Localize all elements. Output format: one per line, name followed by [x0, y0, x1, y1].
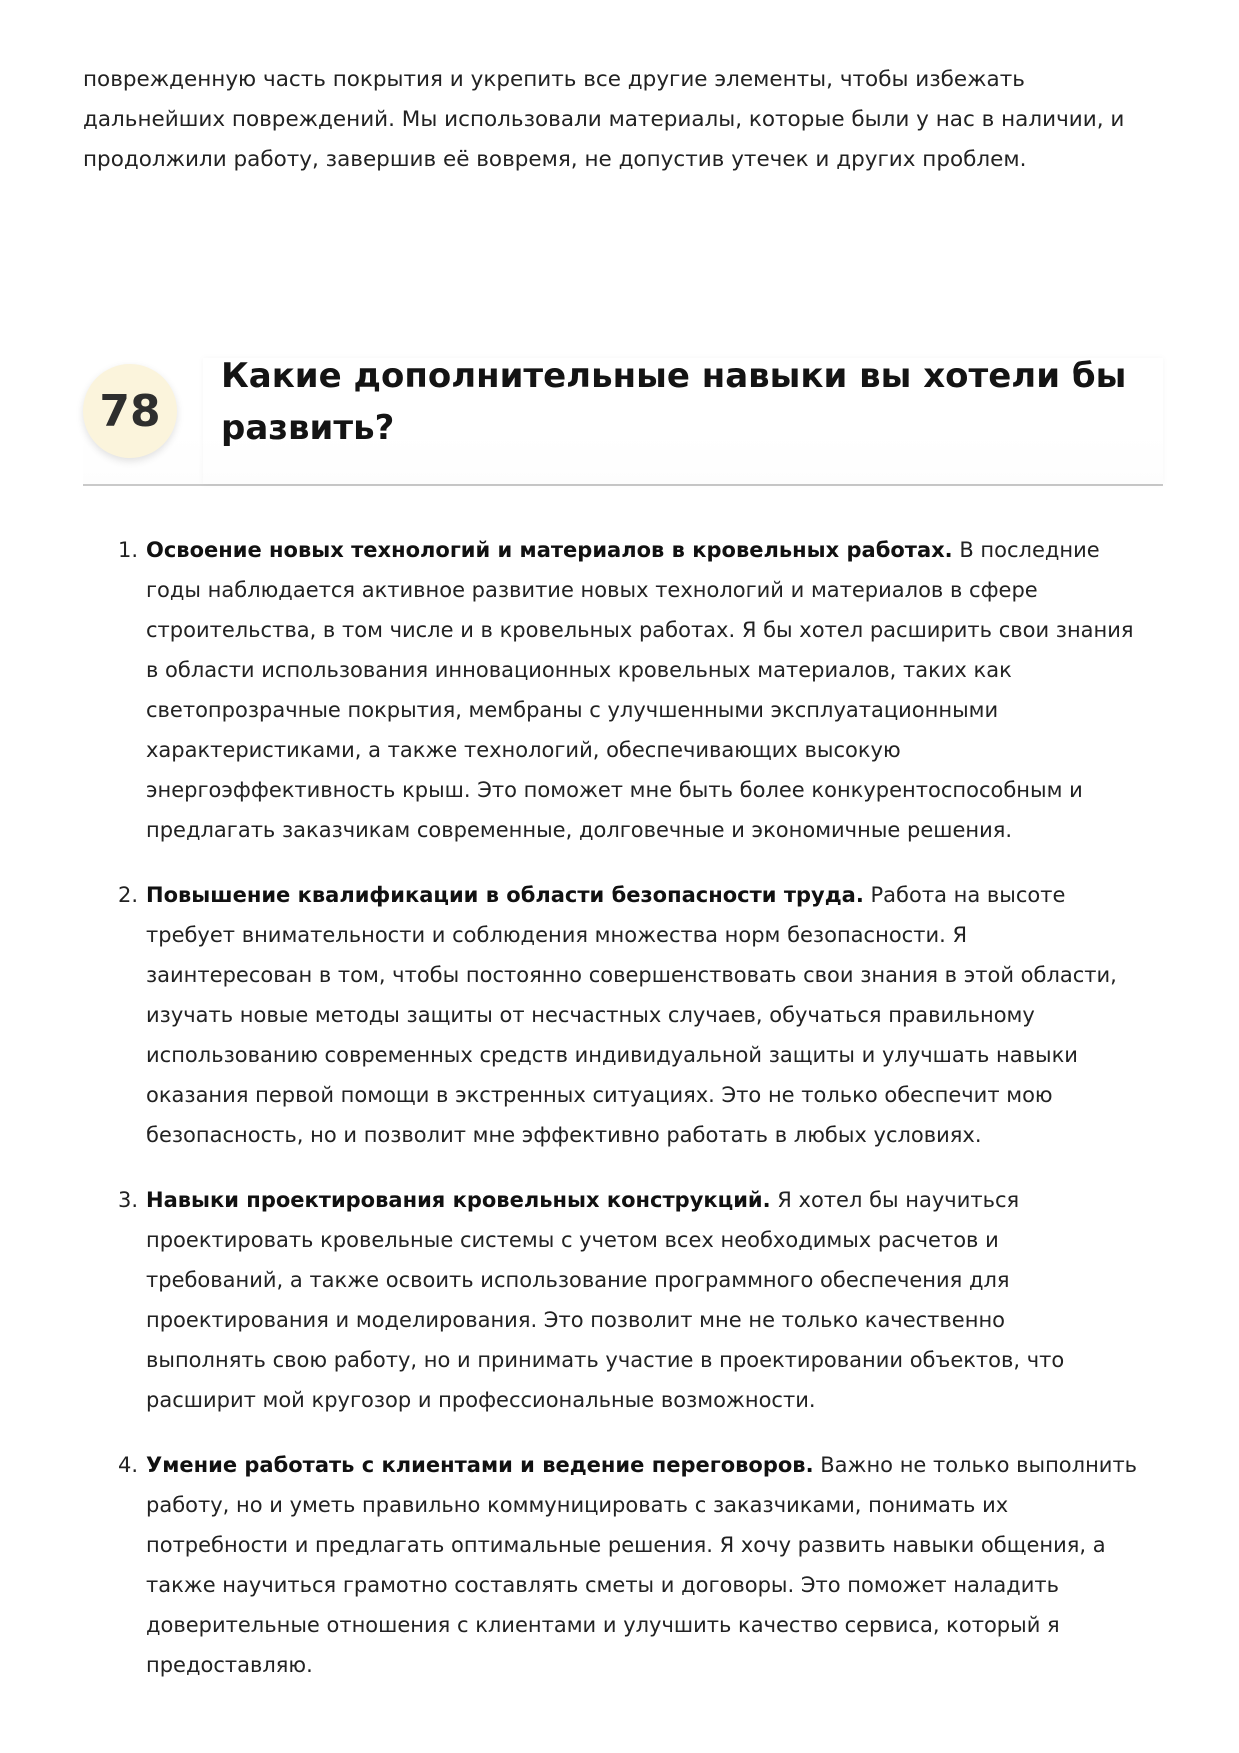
answer-first-rest: Работа на высоте: [863, 883, 1066, 907]
answer-first-line: [146, 1445, 1173, 1485]
answer-line: предоставляю.: [146, 1653, 313, 1677]
answer-line: выполнять свою работу, но и принимать участие в проектировании объектов, что: [146, 1348, 1065, 1372]
answer-first-rest: В последние: [952, 538, 1100, 562]
answer-line: предлагать заказчикам современные, долговечные и экономичные решения.: [146, 818, 1013, 842]
answer-first-rest: Важно не только выполнить: [813, 1453, 1138, 1477]
answer-line: оказания первой помощи в экстренных ситуациях. Это не только обеспечит мою: [146, 1083, 1053, 1107]
answer-list: [83, 530, 1173, 1685]
answer-number: 2.: [118, 883, 139, 907]
question-title-line: развить?: [221, 408, 395, 448]
answer-line: светопрозрачные покрытия, мембраны с улучшенными эксплуатационными: [146, 698, 999, 722]
answer-line: расширит мой кругозор и профессиональные возможности.: [146, 1388, 816, 1412]
answer-line: заинтересован в том, чтобы постоянно совершенствовать свои знания в этой области,: [146, 963, 1117, 987]
answer-lead: Освоение новых технологий и материалов в кровельных работах.: [146, 538, 953, 562]
intro-line: продолжили работу, завершив её вовремя, не допустив утечек и других проблем.: [83, 147, 1027, 172]
question-title-line: Какие дополнительные навыки вы хотели бы: [221, 356, 1127, 396]
answer-line: доверительные отношения с клиентами и улучшить качество сервиса, который я: [146, 1613, 1060, 1637]
answer-lead: Умение работать с клиентами и ведение переговоров.: [146, 1453, 814, 1477]
answer-line: требований, а также освоить использование программного обеспечения для: [146, 1268, 1010, 1292]
answer-number: 1.: [118, 538, 139, 562]
answer-line: годы наблюдается активное развитие новых технологий и материалов в сфере: [146, 578, 1038, 602]
answer-item-3: [83, 1180, 1173, 1420]
answer-line: характеристиками, а также технологий, обеспечивающих высокую: [146, 738, 901, 762]
answer-item-2: [83, 875, 1173, 1155]
intro-line: дальнейших повреждений. Мы использовали материалы, которые были у нас в наличии, и: [83, 107, 1125, 132]
answer-line: потребности и предлагать оптимальные решения. Я хочу развить навыки общения, а: [146, 1533, 1106, 1557]
answer-item-1: [83, 530, 1173, 850]
answer-line: проектирования и моделирования. Это позволит мне не только качественно: [146, 1308, 1006, 1332]
answer-first-line: [146, 530, 1173, 570]
answer-line: также научиться грамотно составлять сметы и договоры. Это поможет наладить: [146, 1573, 1059, 1597]
answer-line: в области использования инновационных кровельных материалов, таких как: [146, 658, 1012, 682]
answer-first-line: [146, 1180, 1173, 1220]
answer-first-line: [146, 875, 1173, 915]
answer-line: требует внимательности и соблюдения множества норм безопасности. Я: [146, 923, 968, 947]
answer-item-4: [83, 1445, 1173, 1685]
answer-line: работу, но и уметь правильно коммуницировать с заказчиками, понимать их: [146, 1493, 1009, 1517]
question-number-badge: 78: [83, 364, 177, 458]
question-heading: [83, 358, 1163, 486]
answer-line: проектировать кровельные системы с учетом всех необходимых расчетов и: [146, 1228, 999, 1252]
answer-line: энергоэффективность крыш. Это поможет мне быть более конкурентоспособным и: [146, 778, 1083, 802]
question-title: [221, 350, 1151, 454]
answer-number: 4.: [118, 1453, 139, 1477]
answer-line: безопасность, но и позволит мне эффективно работать в любых условиях.: [146, 1123, 982, 1147]
answer-lead: Навыки проектирования кровельных конструкций.: [146, 1188, 771, 1212]
answer-line: изучать новые методы защиты от несчастных случаев, обучаться правильному: [146, 1003, 1035, 1027]
intro-line: поврежденную часть покрытия и укрепить все другие элементы, чтобы избежать: [83, 67, 1025, 92]
answer-first-rest: Я хотел бы научиться: [770, 1188, 1020, 1212]
answer-number: 3.: [118, 1188, 139, 1212]
answer-lead: Повышение квалификации в области безопасности труда.: [146, 883, 864, 907]
answer-line: строительства, в том числе и в кровельных работах. Я бы хотел расширить свои знания: [146, 618, 1134, 642]
intro-paragraph: [83, 60, 1168, 180]
answer-line: использованию современных средств индивидуальной защиты и улучшать навыки: [146, 1043, 1078, 1067]
